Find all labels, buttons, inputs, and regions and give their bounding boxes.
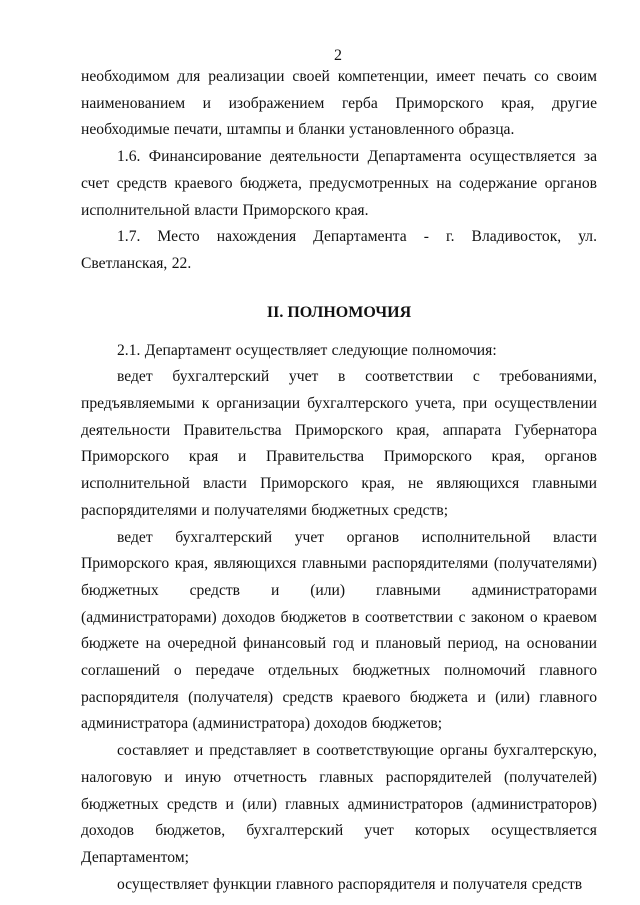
page-number: 2 (334, 47, 342, 64)
paragraph-2-1-item-a: ведет бухгалтерский учет в соответствии с требованиями, предъявляемыми к организации бухгалтерского учета, при осуществлении деятельности Правительства Приморского края, аппарата Губернатора Приморского края и Правительства Приморского края, органов исполнительной власти Приморского края, не являющихся главными распорядителями и получателями бюджетных средств; (81, 368, 597, 519)
document-body (81, 64, 597, 898)
paragraph-2-1-item-c: составляет и представляет в соответствующие органы бухгалтерскую, налоговую и иную отчетность главных распорядителей (получателей) бюджетных средств и (или) главных администраторов (администраторов) доходов бюджетов, бухгалтерский учет которых осуществляется Департаментом; (81, 742, 597, 866)
paragraph-2-1: 2.1. Департамент осуществляет следующие полномочия: (117, 341, 497, 359)
paragraph-1-6: 1.6. Финансирование деятельности Департамента осуществляется за счет средств краевого бюджета, предусмотренных на содержание органов исполнительной власти Приморского края. (81, 148, 597, 219)
paragraph-2-1-item-b: ведет бухгалтерский учет органов исполнительной власти Приморского края, являющихся главными распорядителями (получателями) бюджетных средств и (или) главными администраторами (администраторами) доходов бюджетов в соответствии с законом о краевом бюджете на очередной финансовый год и плановый период, на основании соглашений о передаче отдельных бюджетных полномочий главного распорядителя (получателя) средств краевого бюджета и (или) главного администратора (администратора) доходов бюджетов; (81, 528, 597, 733)
paragraph-2-1-item-d: осуществляет функции главного распорядителя и получателя средств (117, 875, 583, 893)
paragraph-1-5-continuation: необходимом для реализации своей компетенции, имеет печать со своим наименованием и изображением герба Приморского края, другие необходимые печати, штампы и бланки установленного образца. (81, 68, 597, 139)
section-heading: II. ПОЛНОМОЧИЯ (266, 303, 412, 321)
paragraph-1-7: 1.7. Место нахождения Департамента - г. Владивосток, ул. Светланская, 22. (81, 228, 597, 272)
